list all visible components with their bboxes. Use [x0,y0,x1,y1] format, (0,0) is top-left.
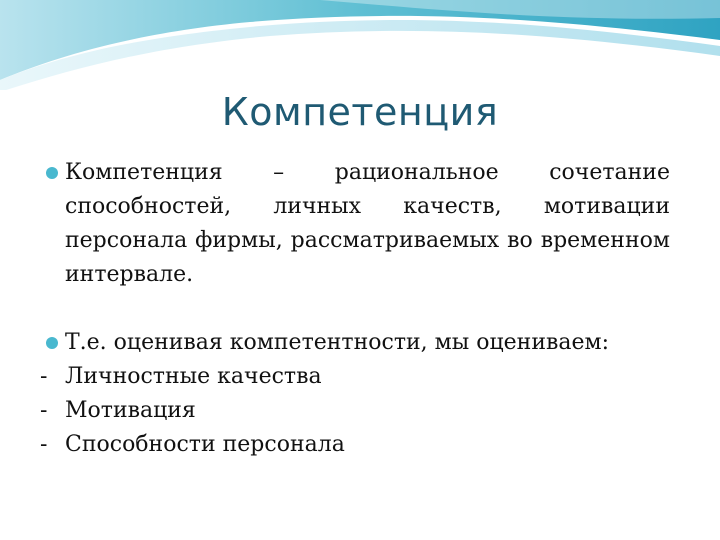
list-item-text: Личностные качества [65,364,322,389]
slide-title [0,90,720,134]
list-item-text: Мотивация [65,398,196,423]
evaluation-bullet [40,326,670,360]
bullet-dot-icon [46,337,58,349]
slide-content [40,156,670,462]
dash-marker: - [40,432,48,457]
spacer [40,292,670,326]
list-item [40,394,670,428]
dash-marker: - [40,364,48,389]
bullet-dot-icon [46,167,58,179]
list-item [40,360,670,394]
definition-bullet [40,156,670,292]
slide-title-text: Компетенция [221,90,499,134]
evaluation-intro-text: Т.е. оценивая компетентности, мы оцениваем: [65,330,610,355]
definition-text: Компетенция – рациональное сочетание способностей, личных качеств, мотивации персонала фирмы, рассматриваемых во временном интервале. [65,160,670,287]
list-item [40,428,670,462]
dash-marker: - [40,398,48,423]
header-wave-decoration [0,0,720,90]
list-item-text: Способности персонала [65,432,345,457]
